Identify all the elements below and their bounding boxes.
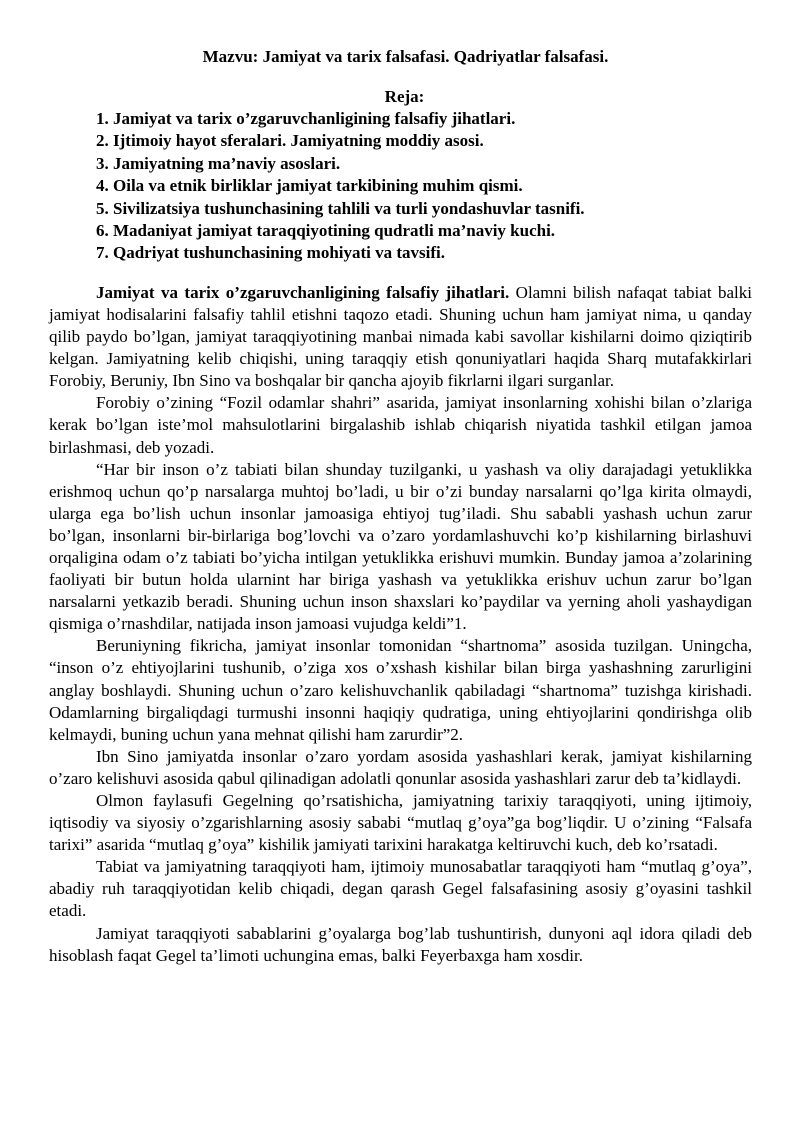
body-paragraph: Ibn Sino jamiyatda insonlar o’zaro yordam asosida yashashlari kerak, jamiyat kishilarning o’zaro kelishuvi asosida qabul qilinadigan adolatli qonunlar asosida yashashlari zarur deb ta’kidlaydi.: [49, 746, 752, 788]
plan-item: 2. Ijtimoiy hayot sferalari. Jamiyatning moddiy asosi.: [96, 131, 484, 151]
body-paragraph: Jamiyat taraqqiyoti sabablarini g’oyalarga bog’lab tushuntirish, dunyoni aql idora qiladi deb hisoblash faqat Gegel ta’limoti uchungina emas, balki Feyerbaxga ham xosdir.: [49, 923, 752, 965]
plan-item: 4. Oila va etnik birliklar jamiyat tarkibining muhim qismi.: [96, 176, 523, 196]
plan-item: 1. Jamiyat va tarix o’zgaruvchanligining falsafiy jihatlari.: [96, 109, 516, 128]
plan-item: 7. Qadriyat tushunchasining mohiyati va tavsifi.: [96, 243, 446, 263]
paragraph-text: Olamni bilish nafaqat tabiat balki jamiyat hodisalarini falsafiy tahlil etishni taqozo etadi. Shuning uchun ham jamiyat nima, u qanday qilib paydo bo’lgan, jamiyat taraqqiyotining manbai nimada kabi savollar kishilarni doimo qiziqtirib kelgan. Jamiyatning kelib chiqishi, uning taraqqiy etish qonuniyatlari haqida Sharq mutafakkirlari Forobiy, Beruniy, Ibn Sino va boshqalar bir qancha ajoyib fikrlarni ilgari surganlar.: [49, 282, 752, 391]
plan-item: 6. Madaniyat jamiyat taraqqiyotining qudratli ma’naviy kuchi.: [96, 221, 556, 241]
document-title: Mazvu: Jamiyat va tarix falsafasi. Qadriyatlar falsafasi.: [202, 47, 609, 66]
plan-item: 3. Jamiyatning ma’naviy asoslari.: [96, 153, 341, 173]
section-heading: Jamiyat va tarix o’zgaruvchanligining falsafiy jihatlari.: [96, 282, 510, 302]
body-paragraph: Beruniyning fikricha, jamiyat insonlar tomonidan “shartnoma” asosida tuzilgan. Uningcha, “inson o’z ehtiyojlarini tushunib, o’ziga xos o’xshash kishilar bilan birga yashashning zarurligini anglay boshlaydi. Shuning uchun o’zaro kelishuvchanlik qabiladagi “shartnoma” tuzishga kirishadi. Odamlarning birgaliqdagi turmushi insonni haqiqiy qudratiga, uning ehtiyojlarini qondirishga olib kelmaydi, buning uchun yana mehnat qilishi ham zarurdir”2.: [49, 636, 752, 744]
plan-heading: Reja:: [384, 87, 425, 106]
body-paragraph: [49, 282, 752, 392]
body-paragraph: Olmon faylasufi Gegelning qo’rsatishicha, jamiyatning tarixiy taraqqiyoti, uning ijtimoiy, iqtisodiy va siyosiy o’zgarishlarning asosiy sababi “mutlaq g’oya”ga bog’liqdir. U o’zining “Falsafa tarixi” asarida “mutlaq g’oya” kishilik jamiyati tarixini harakatga keltiruvchi kuch, deb ko’rsatadi.: [49, 791, 752, 855]
body-paragraph: “Har bir inson o’z tabiati bilan shunday tuzilganki, u yashash va oliy darajadagi yetuklikka erishmoq uchun qo’p narsalarga muhtoj bo’ladi, u bir o’zi bunday narsalarni qo’lga kirita olmaydi, ularga ega bo’lish uchun insonlar jamoasiga ehtiyoj tug’iladi. Shu sababli yashash uchun zarur bo’lgan, insonlarni bir-birlariga bog’lovchi va o’zaro yordamlashuvchi ko’p kishilarning birlashuvi orqaligina odam o’z tabiati bo’yicha intilgan yetuklikka erishuvi mumkin. Bunday jamoa a’zolarining faoliyati bir butun holda ularnint har biriga yashash va yetuklikka erishuv uchun zarur bo’lgan narsalarni yetkazib beradi. Shuning uchun inson shaxslari ko’paydilar va yerning aholi yashaydigan qismiga o’rnashdilar, natijada inson jamoasi vujudga keldi”1.: [49, 459, 752, 634]
body-paragraph: Forobiy o’zining “Fozil odamlar shahri” asarida, jamiyat insonlarning xohishi bilan o’zlariga kerak bo’lgan iste’mol mahsulotlarini birgalashib ishlab chiqarish niyatida tashkil etilgan jamoa birlashmasi, deb yozadi.: [49, 393, 752, 457]
plan-list: [49, 108, 752, 265]
plan-item: 5. Sivilizatsiya tushunchasining tahlili va turli yondashuvlar tasnifi.: [96, 198, 585, 218]
body-text: [49, 282, 752, 967]
body-paragraph: Tabiat va jamiyatning taraqqiyoti ham, ijtimoiy munosabatlar taraqqiyoti ham “mutlaq g’oya”, abadiy ruh taraqqiyotidan kelib chiqadi, degan qarash Gegel falsafasining asosiy g’oyasini tashkil etadi.: [49, 857, 752, 921]
